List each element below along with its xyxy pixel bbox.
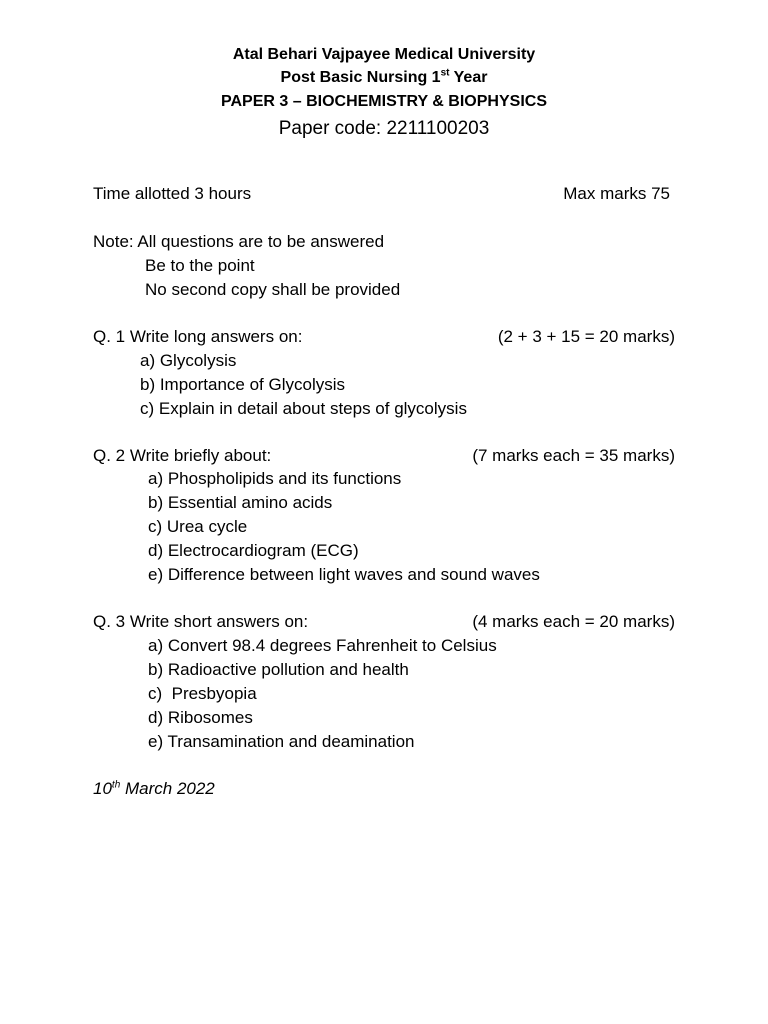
question-2-item: a) Phospholipids and its functions [148, 469, 402, 488]
note-line-1: Note: All questions are to be answered [93, 232, 385, 251]
question-2-item: c) Urea cycle [148, 517, 248, 536]
question-2-marks: (7 marks each = 35 marks) [472, 446, 675, 465]
question-3-item: c) Presbyopia [148, 684, 257, 703]
question-3-item: e) Transamination and deamination [148, 732, 415, 751]
question-3-item: d) Ribosomes [148, 708, 253, 727]
question-1-item: a) Glycolysis [140, 351, 237, 370]
question-2-item: b) Essential amino acids [148, 493, 333, 512]
university-name: Atal Behari Vajpayee Medical University [232, 46, 536, 63]
question-1-item: b) Importance of Glycolysis [140, 375, 346, 394]
question-1-item: c) Explain in detail about steps of glycolysis [140, 399, 467, 418]
date-sup: th [111, 779, 121, 791]
question-2-item: d) Electrocardiogram (ECG) [148, 541, 359, 560]
note-line-2: Be to the point [145, 256, 255, 275]
max-marks: Max marks 75 [563, 184, 670, 203]
course-prefix: Post Basic Nursing 1 [280, 69, 441, 86]
paper-title: PAPER 3 – BIOCHEMISTRY & BIOPHYSICS [221, 93, 547, 110]
paper-code: Paper code: 2211100203 [278, 118, 490, 139]
question-3-item: a) Convert 98.4 degrees Fahrenheit to Celsius [148, 636, 497, 655]
question-3-item: b) Radioactive pollution and health [148, 660, 409, 679]
time-allotted: Time allotted 3 hours [93, 184, 252, 203]
course-suffix: Year [449, 69, 488, 86]
question-2-item: e) Difference between light waves and sound waves [148, 565, 540, 584]
note-line-3: No second copy shall be provided [145, 280, 401, 299]
question-2-title: Q. 2 Write briefly about: [93, 446, 272, 465]
date-day: 10 [93, 779, 112, 798]
question-3-title: Q. 3 Write short answers on: [93, 612, 309, 631]
exam-date [93, 778, 215, 800]
date-rest: March 2022 [120, 779, 215, 798]
course-sup: st [440, 67, 450, 79]
question-1-marks: (2 + 3 + 15 = 20 marks) [497, 327, 675, 346]
question-1-title: Q. 1 Write long answers on: [93, 327, 303, 346]
course-line [0, 68, 768, 88]
question-3-marks: (4 marks each = 20 marks) [472, 612, 675, 631]
